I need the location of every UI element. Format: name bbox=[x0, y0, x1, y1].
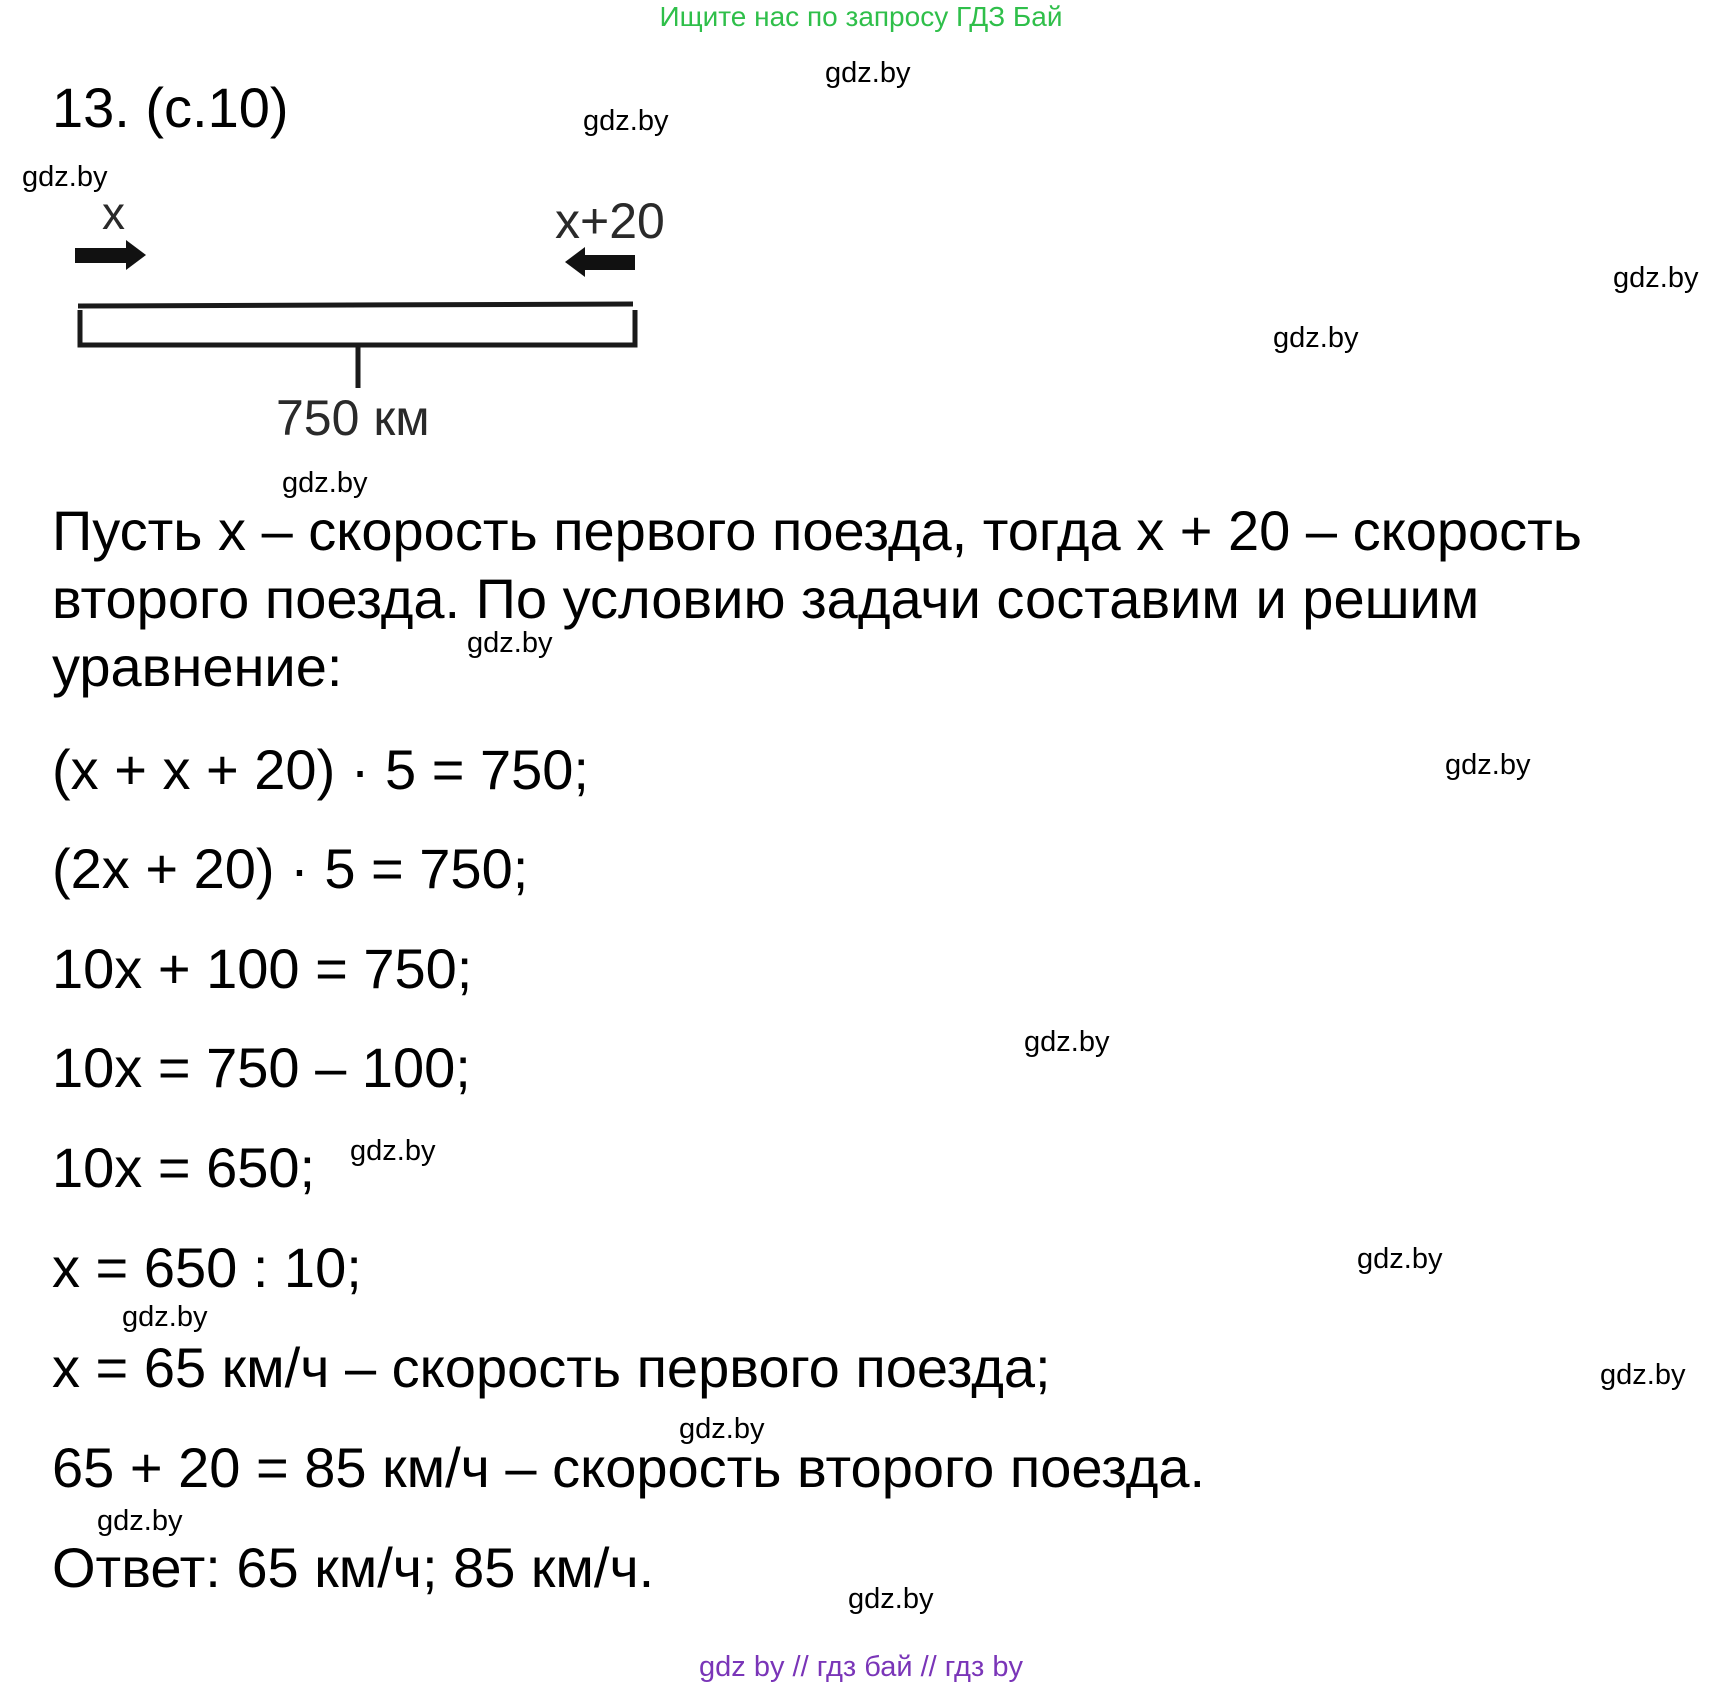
watermark: gdz.by bbox=[1273, 322, 1359, 354]
top-banner: Ищите нас по запросу ГДЗ Бай bbox=[659, 1, 1063, 32]
bottom-banner: gdz by // гдз бай // гдз by bbox=[699, 1651, 1023, 1683]
watermark: gdz.by bbox=[97, 1505, 183, 1537]
watermark: gdz.by bbox=[467, 627, 553, 659]
task-title: 13. (с.10) bbox=[52, 76, 289, 139]
watermark: gdz.by bbox=[282, 467, 368, 499]
equation-line: 65 + 20 = 85 км/ч – скорость второго поезда. bbox=[52, 1436, 1206, 1499]
left-speed-label: x bbox=[102, 195, 125, 239]
answer-line: Ответ: 65 км/ч; 85 км/ч. bbox=[52, 1536, 655, 1599]
watermark: gdz.by bbox=[1600, 1359, 1686, 1391]
equation-line: x = 650 : 10; bbox=[52, 1236, 362, 1299]
watermark: gdz.by bbox=[22, 161, 108, 193]
equation-line: x = 65 км/ч – скорость первого поезда; bbox=[52, 1336, 1051, 1399]
watermark: gdz.by bbox=[1445, 749, 1531, 781]
watermark: gdz.by bbox=[122, 1301, 208, 1333]
arrow-left-icon bbox=[565, 247, 635, 277]
trains-diagram bbox=[60, 195, 720, 465]
equation-line: (x + x + 20) · 5 = 750; bbox=[52, 738, 589, 801]
equation-line: 10x + 100 = 750; bbox=[52, 937, 473, 1000]
equation-line: 10x = 750 – 100; bbox=[52, 1036, 471, 1099]
watermark: gdz.by bbox=[1357, 1243, 1443, 1275]
arrow-right-icon bbox=[75, 240, 146, 270]
solution-paragraph: Пусть x – скорость первого поезда, тогда x + 20 – скорость второго поезда. По условию задачи составим и решим уравнение: bbox=[52, 499, 1582, 698]
watermark: gdz.by bbox=[1613, 262, 1699, 294]
watermark: gdz.by bbox=[583, 105, 669, 137]
watermark: gdz.by bbox=[825, 57, 911, 89]
equation-line: 10x = 650; bbox=[52, 1136, 316, 1199]
distance-label: 750 км bbox=[276, 390, 430, 446]
watermark: gdz.by bbox=[848, 1583, 934, 1615]
watermark: gdz.by bbox=[679, 1413, 765, 1445]
equation-line: (2x + 20) · 5 = 750; bbox=[52, 837, 529, 900]
track-line bbox=[78, 304, 633, 306]
distance-brace bbox=[80, 310, 635, 345]
watermark: gdz.by bbox=[1024, 1026, 1110, 1058]
right-speed-label: x+20 bbox=[555, 195, 665, 249]
watermark: gdz.by bbox=[350, 1135, 436, 1167]
